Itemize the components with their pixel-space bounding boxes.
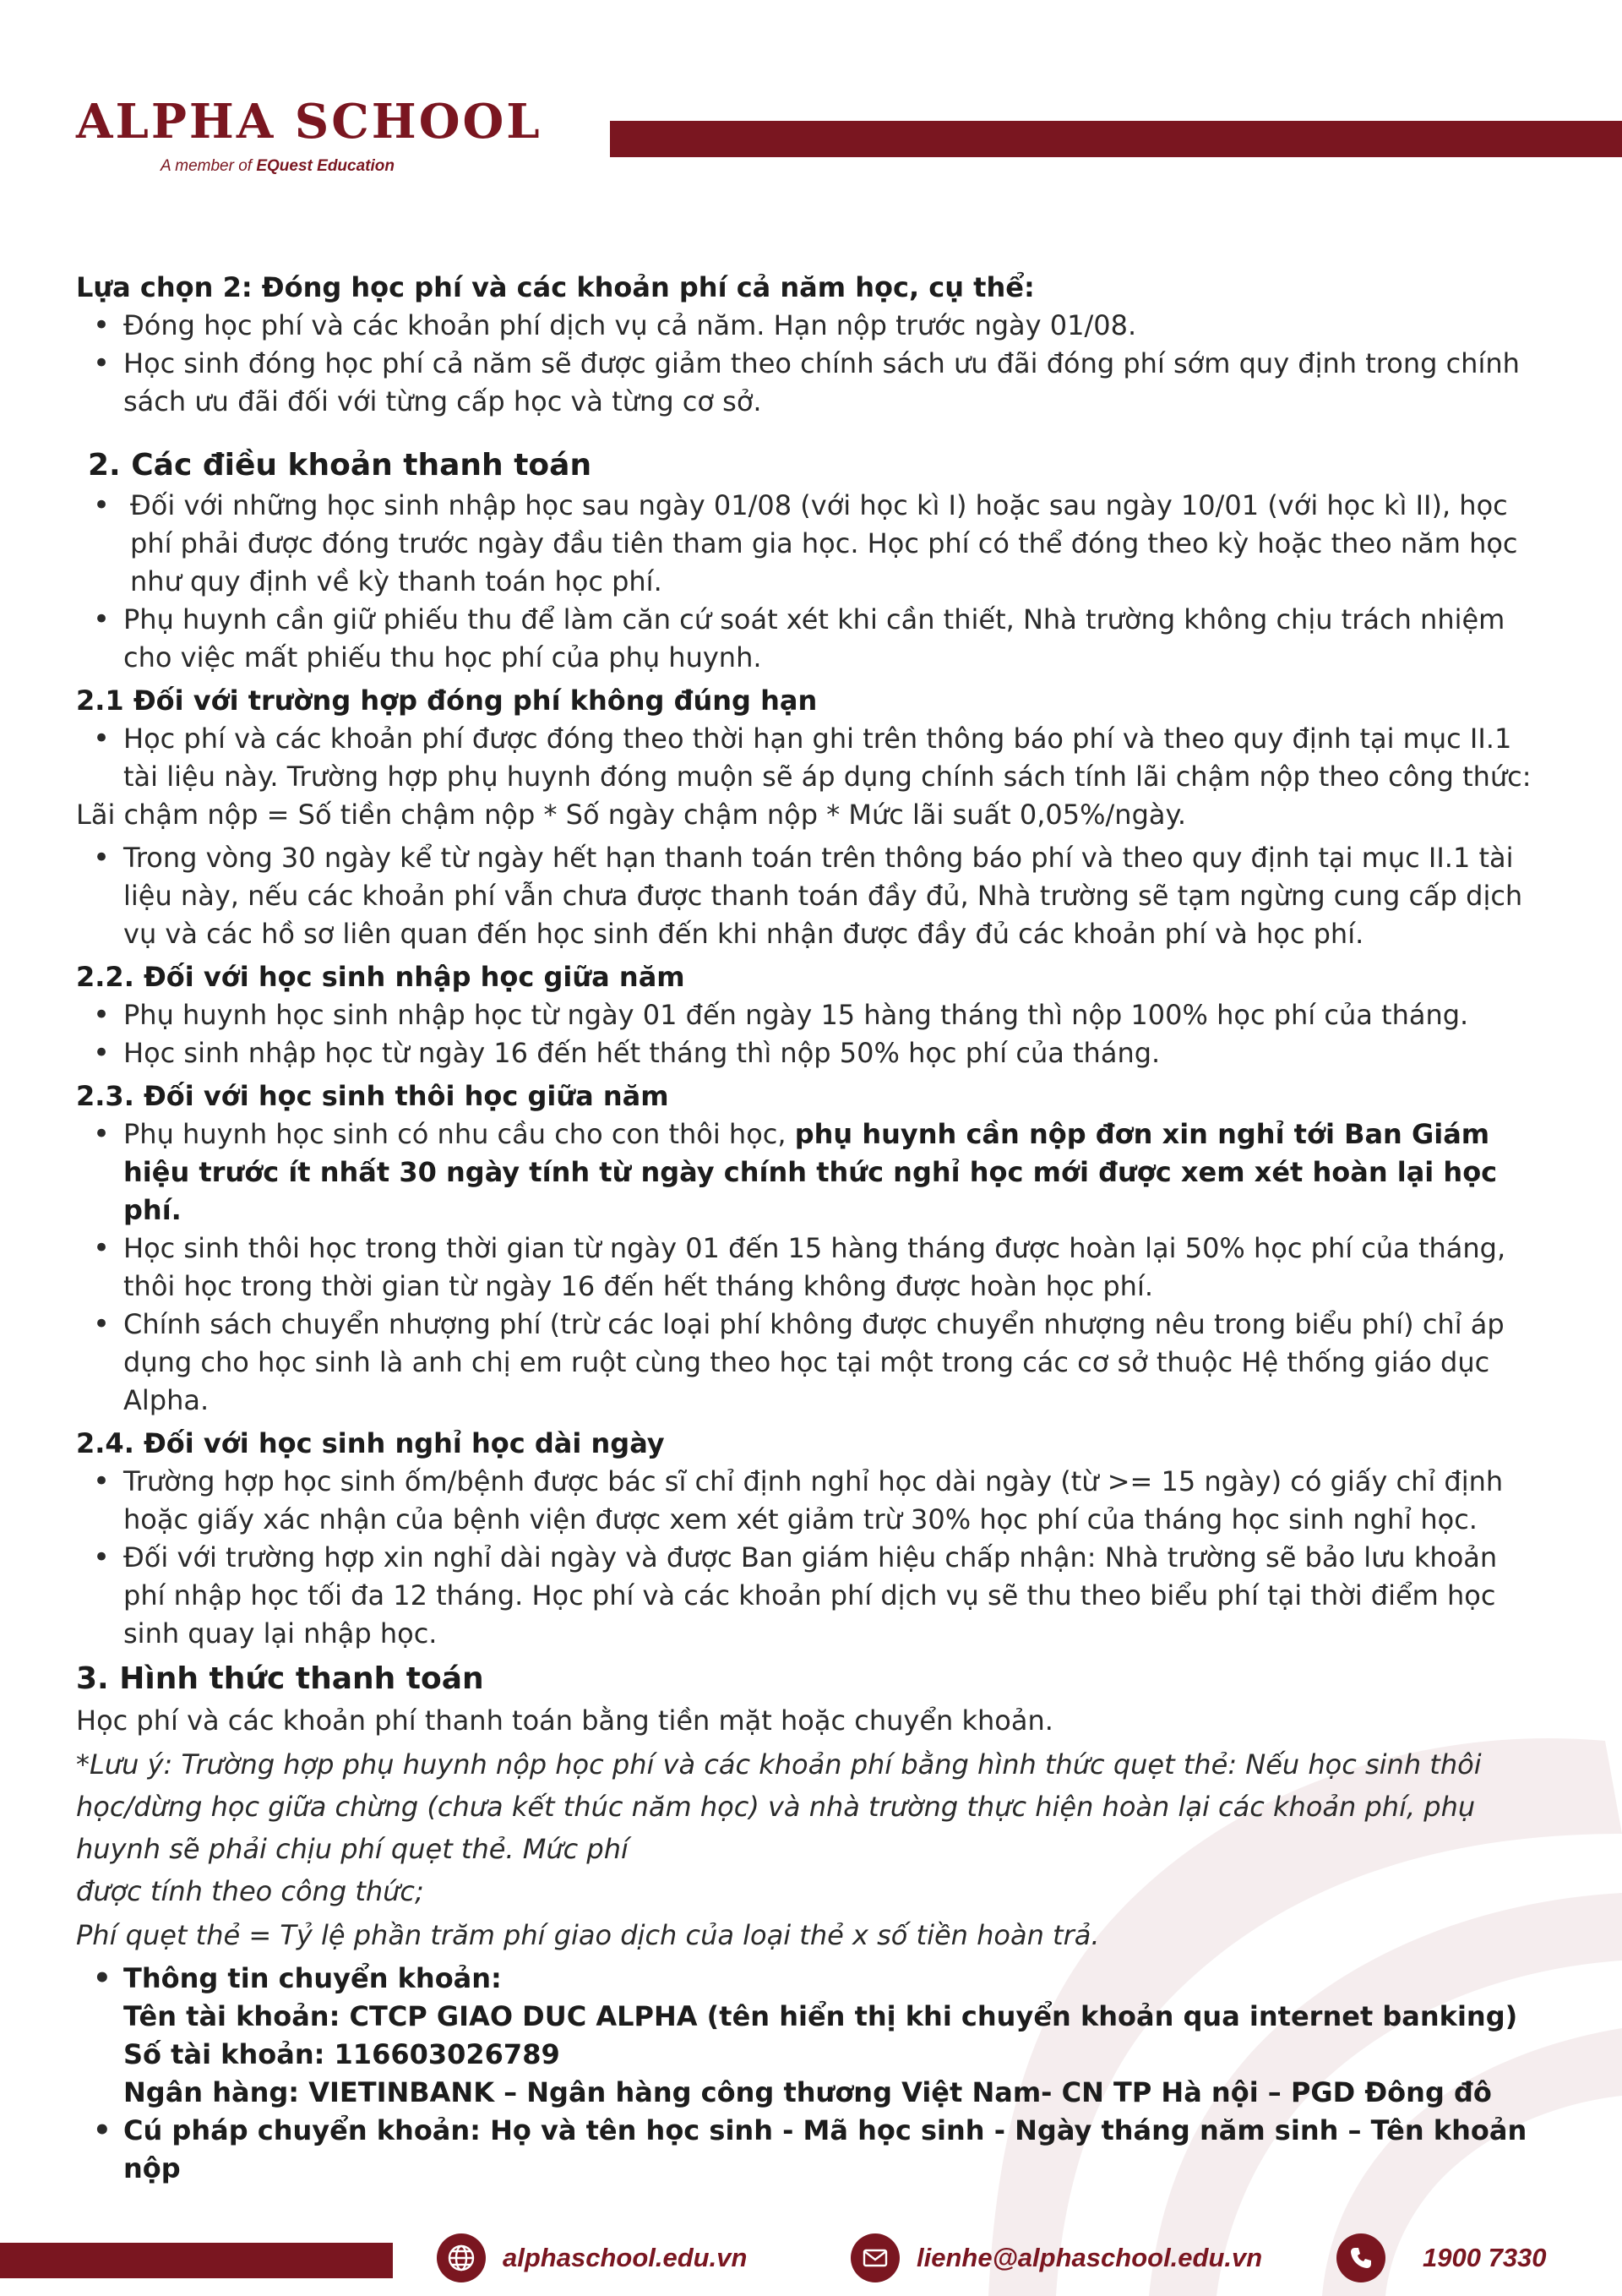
s23-list [76, 1115, 1546, 1420]
payment-intro: Học phí và các khoản phí thanh toán bằng tiền mặt hoặc chuyển khoản. [76, 1704, 1053, 1737]
list-item: • Trường hợp học sinh ốm/bệnh được bác sĩ chỉ định nghỉ học dài ngày (từ >= 15 ngày) có giấy chỉ định hoặc giấy xác nhận của bệnh viện được xem xét giảm trừ 30% học phí của tháng học sinh nghỉ học. [76, 1463, 1546, 1539]
logo-subtitle [161, 157, 542, 176]
card-fee-formula: Phí quẹt thẻ = Tỷ lệ phần trăm phí giao dịch của loại thẻ x số tiền hoàn trả. [76, 1919, 1100, 1951]
s22-list [76, 996, 1546, 1072]
footer [0, 2231, 1622, 2296]
transfer-syntax: • Cú pháp chuyển khoản: Họ và tên học sinh - Mã học sinh - Ngày tháng năm sinh – Tên khoản nộp [76, 2112, 1546, 2188]
list-item: • Đóng học phí và các khoản phí dịch vụ cả năm. Hạn nộp trước ngày 01/08. [76, 307, 1546, 345]
late-fee-formula: Lãi chậm nộp = Số tiền chậm nộp * Số ngày chậm nộp * Mức lãi suất 0,05%/ngày. [76, 799, 1187, 831]
footer-bar [0, 2243, 393, 2278]
s23-b1-normal: Phụ huynh học sinh có nhu cầu cho con thôi học, [123, 1118, 795, 1150]
section2-heading: 2. Các điều khoản thanh toán [88, 448, 592, 483]
option2-heading: Lựa chọn 2: Đóng học phí và các khoản phí cả năm học, cụ thể: [76, 271, 1035, 303]
list-item: • Đối với những học sinh nhập học sau ngày 01/08 (với học kì I) hoặc sau ngày 10/01 (với học kì II), học phí phải được đóng trước ngày đầu tiên tham gia học. Học phí có thể đóng theo kỳ hoặc theo năm học như quy định về kỳ thanh toán học phí. [76, 487, 1546, 601]
school-logo [76, 95, 542, 176]
transfer-info [76, 1960, 1546, 2112]
list-item: • Học sinh đóng học phí cả năm sẽ được giảm theo chính sách ưu đãi đóng phí sớm quy định trong chính sách ưu đãi đối với từng cấp học và từng cơ sở. [76, 345, 1546, 421]
s21-list-2 [76, 839, 1546, 953]
website-link[interactable]: alphaschool.edu.vn [503, 2243, 748, 2272]
card-fee-note-2: được tính theo công thức; [76, 1875, 424, 1907]
card-fee-note: *Lưu ý: Trường hợp phụ huynh nộp học phí và các khoản phí bằng hình thức quẹt thẻ: Nếu học sinh thôi học/dừng học giữa chừng (chưa kết thúc năm học) và nhà trường thực hiện hoàn lại các khoản phí, phụ huynh sẽ phải chịu phí quẹt thẻ. Mức phí [76, 1748, 1482, 1865]
logo-sub-brand: EQuest Education [256, 157, 395, 175]
account-number: Số tài khoản: 116603026789 [123, 2038, 560, 2070]
bank-name: Ngân hàng: VIETINBANK – Ngân hàng công thương Việt Nam- CN TP Hà nội – PGD Đông đô [123, 2076, 1492, 2108]
list-item: • Học phí và các khoản phí được đóng theo thời hạn ghi trên thông báo phí và theo quy định tại mục II.1 tài liệu này. Trường hợp phụ huynh đóng muộn sẽ áp dụng chính sách tính lãi chậm nộp theo công thức: [76, 720, 1546, 796]
website-contact[interactable] [437, 2231, 747, 2285]
s21-heading: 2.1 Đối với trường hợp đóng phí không đúng hạn [76, 684, 818, 717]
list-item: • Học sinh nhập học từ ngày 16 đến hết tháng thì nộp 50% học phí của tháng. [76, 1034, 1546, 1072]
list-item: • Phụ huynh cần giữ phiếu thu để làm căn cứ soát xét khi cần thiết, Nhà trường không chịu trách nhiệm cho việc mất phiếu thu học phí của phụ huynh. [76, 601, 1546, 677]
globe-icon [437, 2233, 486, 2282]
list-item: • Học sinh thôi học trong thời gian từ ngày 01 đến 15 hàng tháng được hoàn lại 50% học phí của tháng, thôi học trong thời gian từ ngày 16 đến hết tháng không được hoàn học phí. [76, 1230, 1546, 1306]
account-name: Tên tài khoản: CTCP GIAO DUC ALPHA (tên hiển thị khi chuyển khoản qua internet banking) [123, 2000, 1518, 2032]
s22-heading: 2.2. Đối với học sinh nhập học giữa năm [76, 961, 685, 993]
document-body [76, 269, 1546, 2188]
mail-icon [851, 2233, 900, 2282]
email-contact[interactable] [851, 2231, 1262, 2285]
s24-list [76, 1463, 1546, 1653]
phone-contact[interactable] [1336, 2231, 1547, 2285]
s23-heading: 2.3. Đối với học sinh thôi học giữa năm [76, 1080, 669, 1112]
list-item: • Đối với trường hợp xin nghỉ dài ngày và được Ban giám hiệu chấp nhận: Nhà trường sẽ bảo lưu khoản phí nhập học tối đa 12 tháng. Học phí và các khoản phí dịch vụ sẽ thu theo biểu phí tại thời điểm học sinh quay lại nhập học. [76, 1539, 1546, 1653]
header-bar [610, 121, 1622, 157]
transfer-title: • Thông tin chuyển khoản: [123, 1962, 502, 1994]
list-item: • Phụ huynh học sinh nhập học từ ngày 01 đến ngày 15 hàng tháng thì nộp 100% học phí của tháng. [76, 996, 1546, 1034]
transfer-list [76, 1960, 1546, 2188]
s23-b1-bold: phụ huynh cần nộp đơn xin nghỉ tới Ban Giám hiệu trước ít nhất 30 ngày tính từ ngày chính thức nghỉ học mới được xem xét hoàn lại học phí. [123, 1118, 1498, 1226]
list-item [76, 1115, 1546, 1230]
list-item: • Chính sách chuyển nhượng phí (trừ các loại phí không được chuyển nhượng nêu trong biểu phí) chỉ áp dụng cho học sinh là anh chị em ruột cùng theo học tại một trong các cơ sở thuộc Hệ thống giáo dục Alpha. [76, 1306, 1546, 1420]
logo-sub-prefix: A member of [161, 157, 257, 175]
email-link[interactable]: lienhe@alphaschool.edu.vn [917, 2243, 1263, 2272]
list-item: • Trong vòng 30 ngày kể từ ngày hết hạn thanh toán trên thông báo phí và theo quy định tại mục II.1 tài liệu này, nếu các khoản phí vẫn chưa được thanh toán đầy đủ, Nhà trường sẽ tạm ngừng cung cấp dịch vụ và các hồ sơ liên quan đến học sinh đến khi nhận được đầy đủ các khoản phí và học phí. [76, 839, 1546, 953]
s24-heading: 2.4. Đối với học sinh nghỉ học dài ngày [76, 1427, 665, 1459]
section3-heading: 3. Hình thức thanh toán [76, 1661, 484, 1696]
phone-number[interactable]: 1900 7330 [1423, 2243, 1547, 2272]
s21-list [76, 720, 1546, 796]
phone-icon [1336, 2233, 1385, 2282]
logo-title: ALPHA SCHOOL [76, 94, 542, 150]
option2-list [76, 307, 1546, 421]
section2-list [76, 487, 1546, 677]
